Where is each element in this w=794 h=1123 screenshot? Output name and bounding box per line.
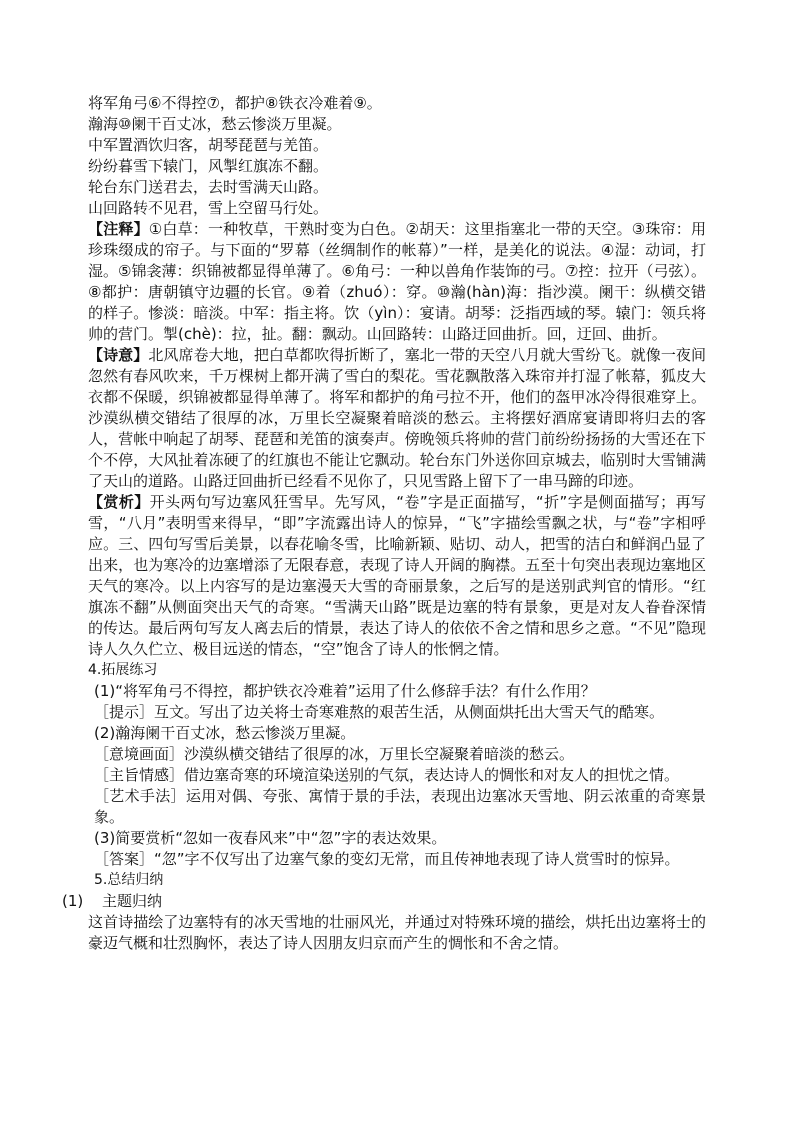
section4-heading: 4.拓展练习 <box>88 662 158 678</box>
notes-tag: 【注释】 <box>88 220 149 238</box>
meaning-tag: 【诗意】 <box>88 346 149 364</box>
question-3-answer: ［答案］“忽”字不仅写出了边塞气象的变幻无常，而且传神地表现了诗人赏雪时的惊异。 <box>94 850 680 868</box>
summary-paragraph: 这首诗描绘了边塞特有的冰天雪地的壮丽风光，并通过对特殊环境的描绘，烘托出边塞将士的豪迈气概和壮烈胸怀，表达了诗人因朋友归京而产生的惆怅和不舍之情。 <box>88 913 706 952</box>
appreciation-tag: 【赏析】 <box>88 493 150 511</box>
content-column <box>62 93 706 954</box>
question-2-emotion: ［主旨情感］借边塞奇寒的环境渲染送别的气氛，表达诗人的惆怅和对友人的担忧之情。 <box>94 766 680 784</box>
poem-line: 将军角弓⑥不得控⑦，都护⑧铁衣冷难着⑨。 <box>88 94 382 112</box>
question-1-hint: ［提示］互文。写出了边关将士奇寒难熬的艰苦生活，从侧面烘托出大雪天气的酷寒。 <box>94 703 665 721</box>
notes-paragraph <box>88 219 706 345</box>
subsection-heading <box>62 891 680 912</box>
poem-line: 中军置酒饮归客，胡琴琵琶与羌笛。 <box>88 136 329 154</box>
subsection-number: (1) <box>62 892 84 910</box>
section5-heading: 5.总结归纳 <box>94 872 164 888</box>
question-2: (2)瀚海阑干百丈冰，愁云惨淡万里凝。 <box>94 724 356 742</box>
question-2-scene: ［意境画面］沙漠纵横交错结了很厚的冰，万里长空凝聚着暗淡的愁云。 <box>94 745 575 763</box>
poem-line: 瀚海⑩阑干百丈冰，愁云惨淡万里凝。 <box>88 115 342 133</box>
appreciation-paragraph <box>88 492 706 660</box>
appreciation-text: 开头两句写边塞风狂雪早。先写风，“卷”字是正面描写，“折”字是侧面描写；再写雪，“八月”表明雪来得早，“即”字流露出诗人的惊异，“飞”字描绘雪飘之状，与“卷”字相呼应。三、四句写雪后美景，以春花喻冬雪，比喻新颖、贴切、动人，把雪的洁白和鲜润凸显了出来，也为寒冷的边塞增添了无限春意，表现了诗人开阔的胸襟。五至十句突出表现边塞地区天气的寒冷。以上内容写的是边塞漫天大雪的奇丽景象，之后写的是送别武判官的情形。“红旗冻不翻”从侧面突出天气的奇寒。“雪满天山路”既是边塞的特有景象，更是对友人眷眷深情的传达。最后两句写友人离去后的情景，表达了诗人的依依不舍之情和思乡之意。“不见”隐现诗人久久伫立、极目远送的情态，“空”饱含了诗人的怅惘之情。 <box>88 493 706 658</box>
meaning-text: 北风席卷大地，把白草都吹得折断了，塞北一带的天空八月就大雪纷飞。就像一夜间忽然有春风吹来，千万棵树上都开满了雪白的梨花。雪花飘散落入珠帘并打湿了帐幕，狐皮大衣都不保暖，织锦被都显得单薄了。将军和都护的角弓拉不开，他们的盔甲冰冷得很难穿上。沙漠纵横交错结了很厚的冰，万里长空凝聚着暗淡的愁云。主将摆好酒席宴请即将归去的客人，营帐中响起了胡琴、琵琶和羌笛的演奏声。傍晚领兵将帅的营门前纷纷扬扬的大雪还在下个不停，大风扯着冻硬了的红旗也不能让它飘动。轮台东门外送你回京城去，临别时大雪铺满了天山的道路。山路迂回曲折已经看不见你了，只见雪路上留下了一串马蹄的印迹。 <box>88 346 706 490</box>
notes-text: ①白草：一种牧草，干熟时变为白色。②胡天：这里指塞北一带的天空。③珠帘：用珍珠缀成的帘子。与下面的“罗幕（丝绸制作的帐幕）”一样，是美化的说法。④湿：动词，打湿。⑤锦衾薄：织锦被都显得单薄了。⑥角弓：一种以兽角作装饰的弓。⑦控：拉开（弓弦）。⑧都护：唐朝镇守边疆的长官。⑨着（zhuó）：穿。⑩瀚(hàn)海：指沙漠。阑干：纵横交错的样子。惨淡：暗淡。中军：指主将。饮（yìn）：宴请。胡琴：泛指西域的琴。辕门：领兵将帅的营门。掣(chè)：拉，扯。翻：飘动。山回路转：山路迂回曲折。回，迂回、曲折。 <box>88 220 706 343</box>
poem-line: 轮台东门送君去，去时雪满天山路。 <box>88 178 329 196</box>
poem-line: 山回路转不见君，雪上空留马行处。 <box>88 199 329 217</box>
subsection-title: 主题归纳 <box>102 892 163 910</box>
question-1: (1)“将军角弓不得控，都护铁衣冷难着”运用了什么修辞手法？有什么作用？ <box>94 682 596 700</box>
question-3: (3)简要赏析“忽如一夜春风来”中“忽”字的表达效果。 <box>94 829 447 847</box>
question-2-art: ［艺术手法］运用对偶、夸张、寓情于景的手法，表现出边塞冰天雪地、阴云浓重的奇寒景象。 <box>94 787 706 826</box>
poem <box>88 93 706 219</box>
poem-line: 纷纷暮雪下辕门，风掣红旗冻不翻。 <box>88 157 329 175</box>
meaning-paragraph <box>88 345 706 492</box>
